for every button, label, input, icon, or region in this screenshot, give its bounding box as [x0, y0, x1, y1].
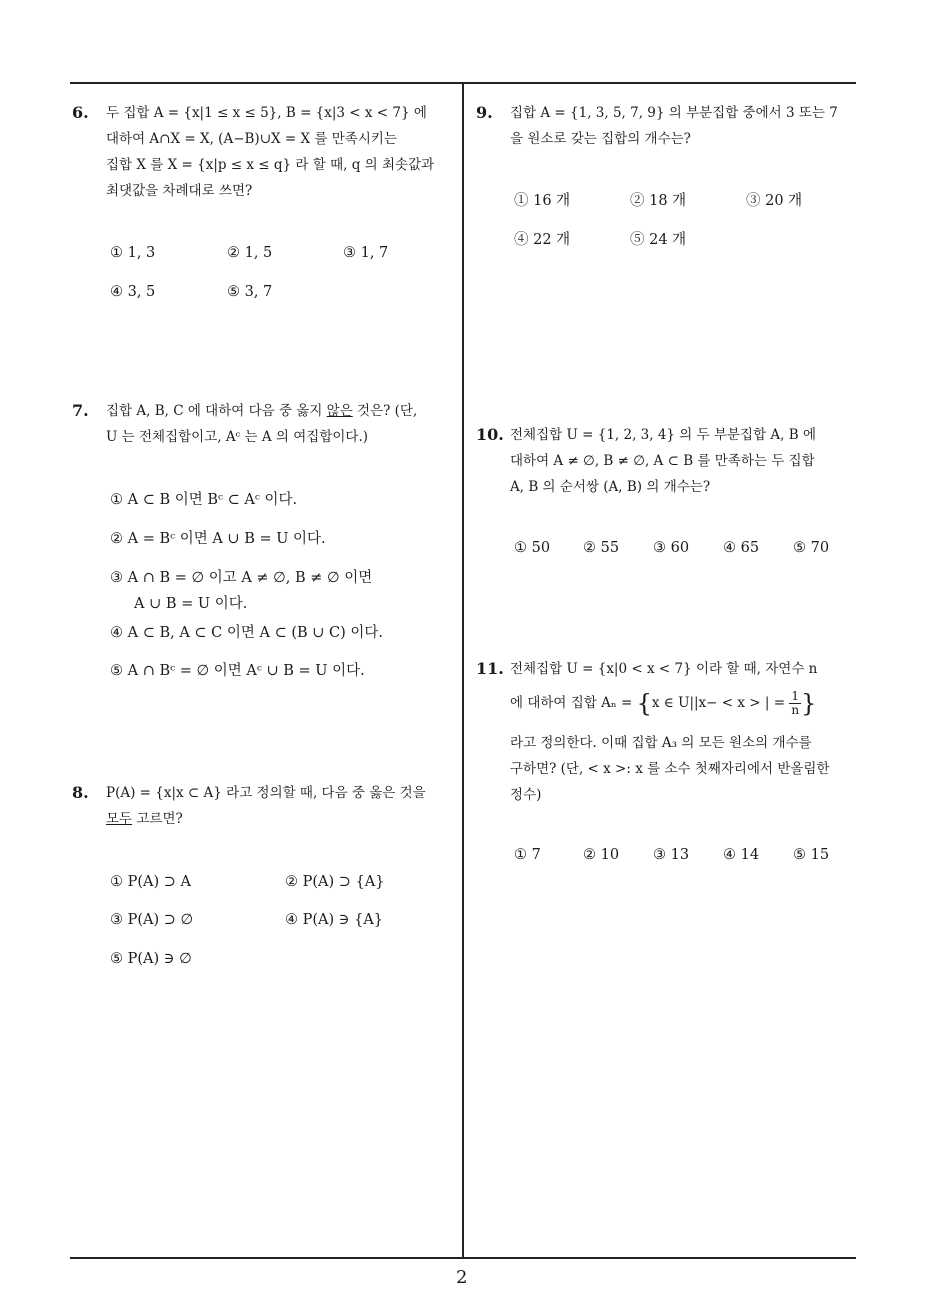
text-line: 전체집합 U = {1, 2, 3, 4} 의 두 부분집합 A, B 에 — [510, 427, 817, 443]
option-5[interactable]: ⑤ 3, 7 — [227, 284, 273, 300]
option-2[interactable]: ② 18 개 — [630, 193, 687, 209]
fraction-denominator: n — [791, 703, 800, 717]
option-4[interactable]: ④ 22 개 — [514, 232, 571, 248]
option-5[interactable]: ⑤ 24 개 — [630, 232, 687, 248]
option-5[interactable]: ⑤ 15 — [793, 847, 830, 863]
question-text — [510, 422, 816, 500]
question-text — [106, 100, 434, 204]
option-2[interactable]: ② P(A) ⊃ {A} — [285, 874, 385, 890]
question-number: 10. — [476, 425, 504, 444]
question-text-rest — [510, 730, 830, 808]
question-number: 6. — [72, 103, 89, 122]
text-line: A, B 의 순서쌍 (A, B) 의 개수는? — [510, 479, 711, 495]
text-line — [106, 806, 426, 832]
set-definition-line — [510, 683, 816, 724]
option-2[interactable]: ② 1, 5 — [227, 245, 273, 261]
option-2[interactable]: ② A = Bᶜ 이면 A ∪ B = U 이다. — [110, 531, 326, 547]
option-1[interactable]: ① A ⊂ B 이면 Bᶜ ⊂ Aᶜ 이다. — [110, 492, 298, 508]
text-segment: 에 대하여 집합 Aₙ = — [510, 695, 637, 711]
text-segment: 집합 A, B, C 에 대하여 다음 중 옳지 — [106, 403, 327, 419]
text-line: 집합 X 를 X = {x|p ≤ x ≤ q} 라 할 때, q 의 최솟값과 — [106, 157, 435, 173]
option-3-continued: A ∪ B = U 이다. — [134, 596, 248, 612]
option-5[interactable]: ⑤ A ∩ Bᶜ = ∅ 이면 Aᶜ ∪ B = U 이다. — [110, 663, 365, 679]
question-text — [106, 398, 417, 450]
option-3[interactable]: ③ 20 개 — [746, 193, 803, 209]
text-line: 대하여 A ≠ ∅, B ≠ ∅, A ⊂ B 를 만족하는 두 집합 — [510, 453, 815, 469]
question-text — [106, 780, 426, 832]
text-line — [510, 683, 816, 724]
option-1[interactable]: ① 50 — [514, 540, 551, 556]
question-number: 11. — [476, 659, 504, 678]
page-number: 2 — [456, 1267, 468, 1288]
set-condition: x ∈ U||x− < x > | = — [651, 695, 790, 711]
text-line: P(A) = {x|x ⊂ A} 라고 정의할 때, 다음 중 옳은 것을 — [106, 785, 426, 801]
option-3[interactable]: ③ 1, 7 — [343, 245, 389, 261]
text-line: 구하면? (단, < x >: x 를 소수 첫째자리에서 반올림한 — [510, 761, 830, 777]
option-3[interactable]: ③ A ∩ B = ∅ 이고 A ≠ ∅, B ≠ ∅ 이면 — [110, 570, 373, 586]
option-5[interactable]: ⑤ P(A) ∋ ∅ — [110, 951, 192, 967]
fraction-numerator: 1 — [789, 690, 801, 704]
text-line — [106, 398, 417, 424]
option-3[interactable]: ③ 13 — [653, 847, 690, 863]
option-2[interactable]: ② 55 — [583, 540, 620, 556]
text-line: 집합 A = {1, 3, 5, 7, 9} 의 부분집합 중에서 3 또는 7 — [510, 105, 838, 121]
option-4[interactable]: ④ P(A) ∋ {A} — [285, 912, 384, 928]
bottom-rule — [70, 1257, 856, 1259]
text-line: 라고 정의한다. 이때 집합 A₃ 의 모든 원소의 개수를 — [510, 735, 812, 751]
option-4[interactable]: ④ 3, 5 — [110, 284, 156, 300]
option-5[interactable]: ⑤ 70 — [793, 540, 830, 556]
column-divider — [462, 82, 464, 1258]
text-line: 정수) — [510, 787, 542, 803]
question-number: 9. — [476, 103, 493, 122]
text-segment: 것은? (단, — [352, 403, 418, 419]
underlined-word: 않은 — [326, 403, 353, 419]
question-text — [510, 656, 817, 682]
text-line: U 는 전체집합이고, Aᶜ 는 A 의 여집합이다.) — [106, 429, 369, 445]
text-line: 최댓값을 차례대로 쓰면? — [106, 183, 253, 199]
fraction — [789, 690, 801, 717]
option-4[interactable]: ④ 14 — [723, 847, 760, 863]
question-text — [510, 100, 838, 152]
option-1[interactable]: ① P(A) ⊃ A — [110, 874, 191, 890]
option-3[interactable]: ③ 60 — [653, 540, 690, 556]
text-segment: 고르면? — [132, 811, 183, 827]
text-line: 전체집합 U = {x|0 < x < 7} 이라 할 때, 자연수 n — [510, 661, 818, 677]
option-3[interactable]: ③ P(A) ⊃ ∅ — [110, 912, 194, 928]
option-1[interactable]: ① 1, 3 — [110, 245, 156, 261]
text-line: 대하여 A∩X = X, (A−B)∪X = X 를 만족시키는 — [106, 131, 397, 147]
option-1[interactable]: ① 7 — [514, 847, 541, 863]
option-2[interactable]: ② 10 — [583, 847, 620, 863]
text-line: 을 원소로 갖는 집합의 개수는? — [510, 131, 691, 147]
left-brace-icon: { — [636, 689, 652, 718]
option-4[interactable]: ④ A ⊂ B, A ⊂ C 이면 A ⊂ (B ∪ C) 이다. — [110, 625, 383, 641]
underlined-word: 모두 — [106, 811, 133, 827]
question-number: 8. — [72, 783, 89, 802]
text-line: 두 집합 A = {x|1 ≤ x ≤ 5}, B = {x|3 < x < 7} 에 — [106, 105, 427, 121]
right-brace-icon: } — [801, 689, 817, 718]
option-1[interactable]: ① 16 개 — [514, 193, 571, 209]
question-number: 7. — [72, 401, 89, 420]
option-4[interactable]: ④ 65 — [723, 540, 760, 556]
